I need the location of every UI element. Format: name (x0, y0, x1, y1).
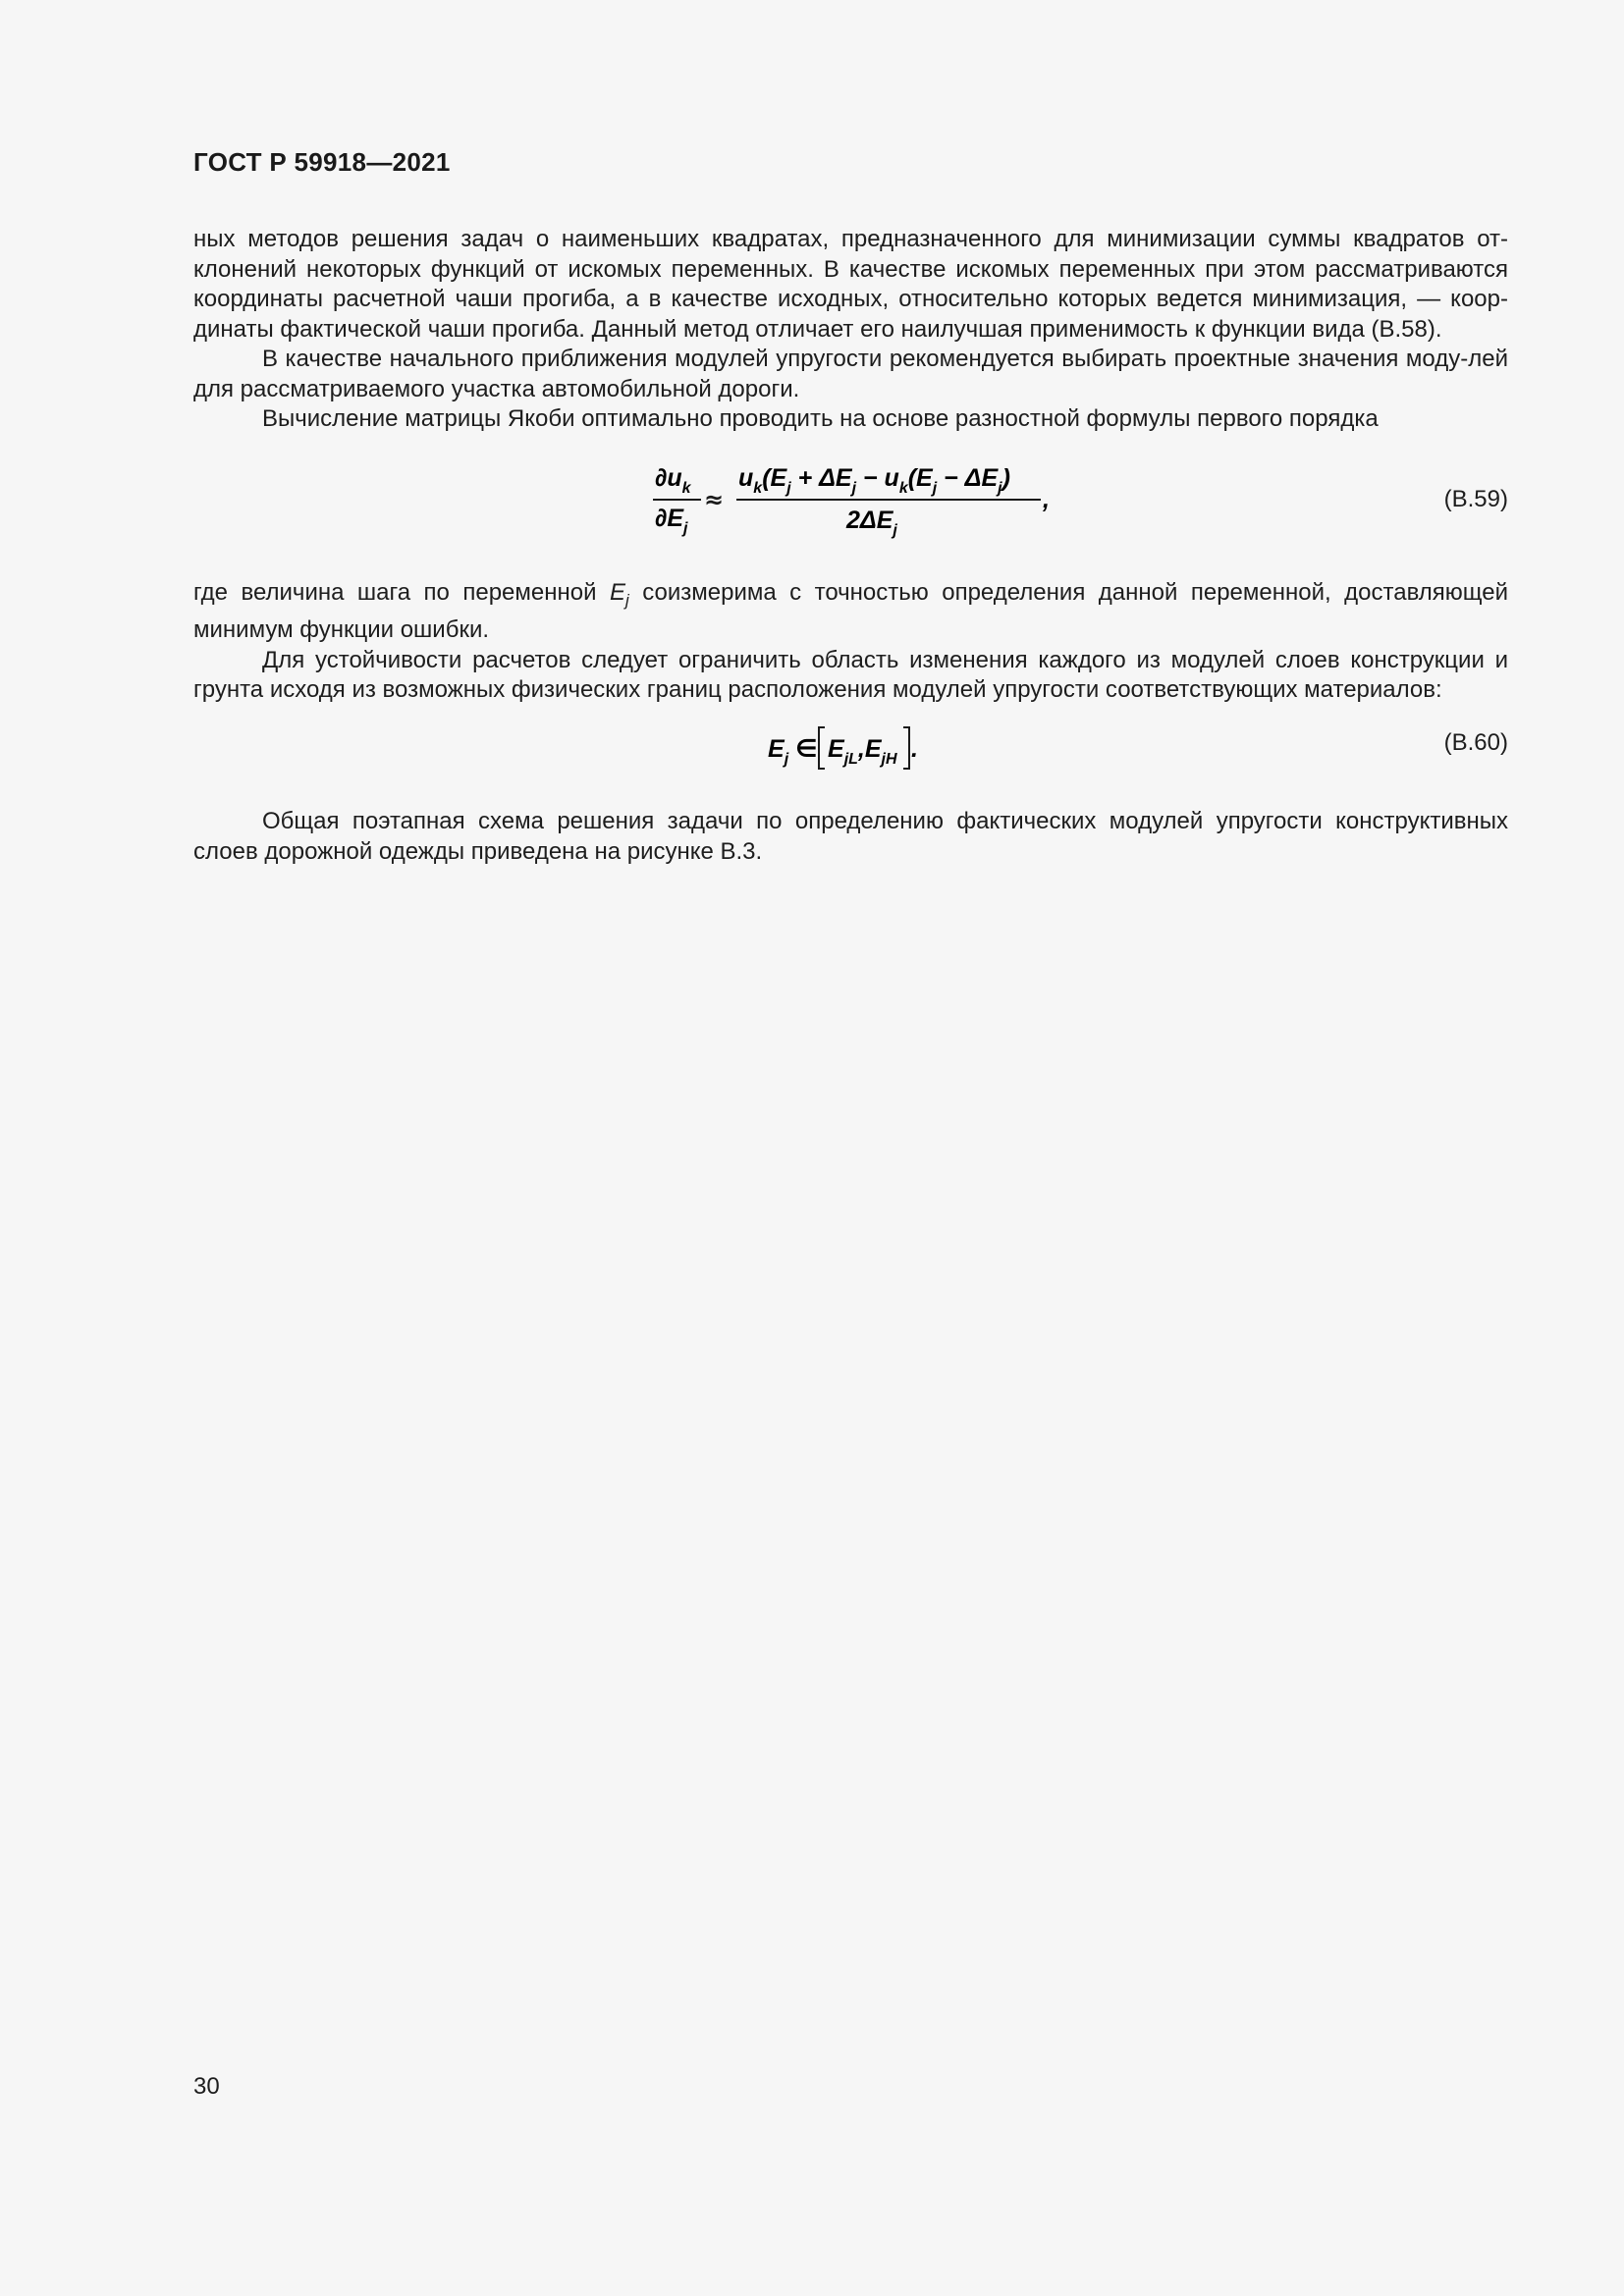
right-bracket (903, 727, 909, 769)
text-block-3 (193, 807, 1508, 867)
rhs-denominator: $2\Delta E_j$ (846, 507, 897, 539)
formula-b60-graphic (768, 720, 964, 778)
svg-text:EjL,EjH: $E_{jL},E_{jH}$ (828, 735, 897, 768)
page-number: 30 (193, 2073, 220, 2100)
text-block-2 (193, 578, 1508, 706)
paragraph-scheme-reference: Общая поэтапная схема решения задачи по определению фактических модулей упругости конструктивных слоев дорожной одежды приведена на рисунке В.3. (193, 808, 1508, 865)
lhs-denominator: $\partial E_j$ (655, 505, 688, 537)
formula-b59-graphic (650, 456, 1062, 555)
paragraph-continuation: ных методов решения задач о наименьших квадратах, предназначенного для минимизации суммы квадратов от-клонений некоторых функций от искомых переменных. В качестве искомых переменных при этом рассматриваются координаты расчетной чаши прогиба, а в качестве исходных, относительно которых ведется минимизация, — коор-динаты фактической чаши прогиба. Данный метод отличает его наилучшая применимость к функции вида (В.58). (193, 226, 1508, 343)
text-block-1 (193, 225, 1508, 435)
paragraph-initial-approximation: В качестве начального приближения модулей упругости рекомендуется выбирать проектные значения моду-лей для рассматриваемого участка автомобильной дороги. (193, 346, 1508, 402)
formula-b60 (193, 720, 1508, 778)
paragraph-stability: Для устойчивости расчетов следует ограничить область изменения каждого из модулей слоев конструкции и грунта исходя из возможных физических границ расположения модулей упругости соответствующих материалов: (193, 646, 1508, 704)
left-bracket (819, 727, 825, 769)
document-header-title: ГОСТ Р 59918—2021 (193, 147, 451, 177)
equation-number-b60: (В.60) (1443, 729, 1508, 756)
equation-number-b59: (В.59) (1443, 486, 1508, 512)
paragraph-step-size: где величина шага по переменной $E_j$ соизмерима с точностью определения данной переменной, доставляющей минимум функции ошибки. (193, 579, 1508, 644)
formula-b59-comma: , (1043, 486, 1050, 513)
paragraph-jacobian: Вычисление матрицы Якоби оптимально проводить на основе разностной формулы первого порядка (262, 405, 1379, 432)
formula-b60-expression: $E_j$ ∈ (768, 735, 818, 768)
approx-sign: ≈ (704, 486, 725, 513)
lhs-numerator: $\partial u_k$ (655, 464, 691, 497)
svg-text:.: . (911, 735, 918, 763)
formula-b59 (193, 456, 1508, 545)
rhs-numerator: $u_k(E_j + \Delta E_j - u_k(E_j - \Delta E_j)$ (738, 464, 1010, 497)
